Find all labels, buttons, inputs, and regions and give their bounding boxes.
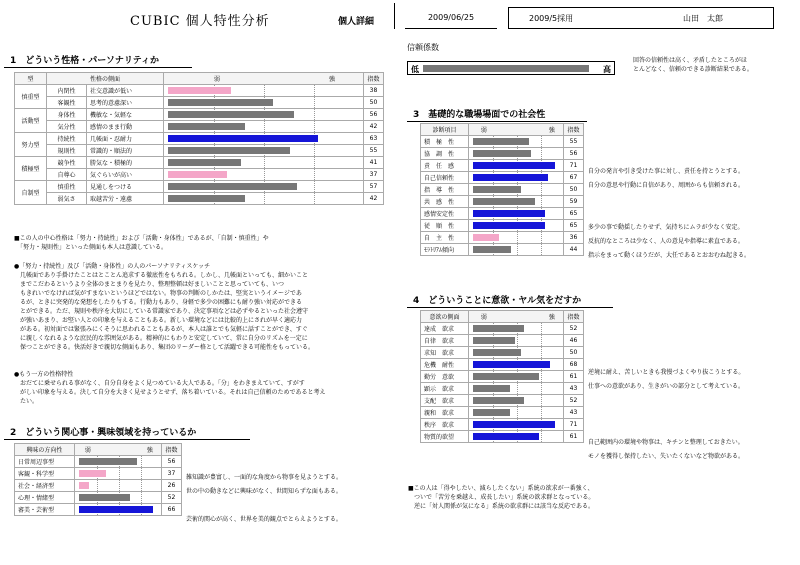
grid-line	[314, 157, 315, 168]
personality-name: 規則性	[47, 145, 87, 157]
motivation-score: 43	[564, 383, 584, 395]
social-row	[421, 220, 584, 232]
col-strong: 強	[548, 314, 555, 321]
personality-desc: 機敏な・気軽な	[87, 109, 164, 121]
motivation-bar-cell	[468, 335, 563, 347]
grid-line	[314, 181, 315, 192]
personality-row	[15, 193, 384, 205]
personality-name: 気分性	[47, 121, 87, 133]
col-score: 指数	[564, 124, 584, 136]
social-score: 50	[564, 184, 584, 196]
personality-name: 慎重性	[47, 181, 87, 193]
interest-bar-cell	[74, 492, 161, 504]
social-header	[421, 124, 584, 136]
social-score: 65	[564, 208, 584, 220]
interest-bar-cell	[74, 480, 161, 492]
personality-bar-cell	[164, 145, 364, 157]
score-bar	[168, 99, 273, 106]
grid-line	[541, 184, 542, 195]
motivation-name: 危機 耐性	[421, 359, 469, 371]
interest-comment: 雑知識が豊富し、一面的な角度から物事を見ようとする。	[186, 474, 343, 481]
motivation-row	[421, 347, 584, 359]
col-facet: 性格の側面	[47, 73, 164, 85]
grid-line	[541, 431, 542, 442]
trust-low: 低	[411, 65, 419, 74]
personality-row	[15, 85, 384, 97]
col-strong: 強	[548, 127, 555, 134]
interest-score: 52	[162, 492, 182, 504]
social-name: 自 主 性	[421, 232, 469, 244]
col-weak: 弱	[214, 76, 221, 83]
personality-score: 50	[364, 97, 384, 109]
motivation-row	[421, 371, 584, 383]
grid-line	[314, 109, 315, 120]
social-score: 71	[564, 160, 584, 172]
motivation-name: 勤労 意欲	[421, 371, 469, 383]
grid-line	[541, 371, 542, 382]
trust-gauge	[407, 61, 615, 75]
social-name: 責 任 感	[421, 160, 469, 172]
interest-bar-cell	[74, 504, 161, 516]
interest-table	[14, 443, 182, 516]
social-bar-cell	[468, 148, 563, 160]
personality-score: 55	[364, 145, 384, 157]
score-bar	[168, 135, 318, 142]
grid-line	[541, 395, 542, 406]
social-bar-cell	[468, 232, 563, 244]
col-score: 指数	[162, 444, 182, 456]
score-bar	[473, 397, 524, 404]
grid-line	[141, 492, 142, 503]
motivation-name: 達成 欲求	[421, 323, 469, 335]
social-score: 55	[564, 136, 584, 148]
personality-row	[15, 181, 384, 193]
motivation-row	[421, 335, 584, 347]
personality-name: 競争性	[47, 157, 87, 169]
score-bar	[168, 87, 231, 94]
report-subtitle: 個人詳細	[338, 17, 375, 27]
grid-line	[264, 169, 265, 180]
grid-line	[517, 407, 518, 418]
motivation-name: 親和 欲求	[421, 407, 469, 419]
personality-score: 37	[364, 169, 384, 181]
sec1-note-other: ●もう一方の性格特性 おだてに乗せられる事がなく、自分自身をよく見つめている大人である。「分」をわきまえていて、すがす がしい印象を与える。決して自分を大きく見せようとせず、落ち着いている。それは自己信頼のためであると考え たい。	[14, 371, 326, 405]
motivation-table	[420, 310, 584, 443]
interest-comment: 世の中の動きなどに興味がなく、世間知らずな面もある。	[186, 488, 342, 495]
personality-row	[15, 157, 384, 169]
motivation-bar-cell	[468, 431, 563, 443]
score-bar	[473, 138, 529, 145]
social-name: 感情安定性	[421, 208, 469, 220]
personality-table	[14, 72, 384, 205]
personality-score: 42	[364, 193, 384, 205]
report-title: CUBIC 個人特性分析	[130, 14, 270, 29]
social-name: 協 調 性	[421, 148, 469, 160]
interest-bar-cell	[74, 456, 161, 468]
col-scale	[74, 444, 161, 456]
sec2-title: 2 どういう関心事・興味領域を持っているか	[4, 424, 250, 440]
sec4-title: 4 どういうことに意欲・ヤル気をだすか	[407, 292, 613, 308]
grid-line	[541, 196, 542, 207]
motivation-score: 52	[564, 323, 584, 335]
score-bar	[473, 162, 555, 169]
motivation-bar-cell	[468, 347, 563, 359]
social-comment: 指示をまって動くほうだが、大任であるとおおむね起きる。	[588, 252, 751, 259]
score-bar	[473, 373, 539, 380]
motivation-row	[421, 407, 584, 419]
interest-score: 66	[162, 504, 182, 516]
motivation-row	[421, 395, 584, 407]
social-row	[421, 172, 584, 184]
score-bar	[168, 195, 245, 202]
motivation-comment: 仕事への意欲があり、生きがいの部分として考えている。	[588, 383, 745, 390]
grid-line	[517, 244, 518, 255]
social-name: 共 感 性	[421, 196, 469, 208]
motivation-name: 顕示 欲求	[421, 383, 469, 395]
grid-line	[541, 383, 542, 394]
col-scale	[468, 124, 563, 136]
report-date: 2009/06/25	[427, 13, 475, 22]
sec1-note-summary: ■この人の中心性格は「努力・持続性」および「活動・身体性」であるが、「自制・慎重性」や 「努力・規則性」といった側面も本人は意識している。	[14, 235, 269, 251]
personality-type: 活動型	[15, 109, 47, 133]
personality-header	[15, 73, 384, 85]
interest-row	[15, 480, 182, 492]
interest-name: 心理・情緒型	[15, 492, 75, 504]
col-scale	[468, 311, 563, 323]
personality-score: 38	[364, 85, 384, 97]
social-score: 67	[564, 172, 584, 184]
motivation-score: 61	[564, 371, 584, 383]
social-comment: 自分の意思や行動に自信があり、周囲からも信頼される。	[588, 182, 745, 189]
interest-comment: 芸術的関心が高く、世界を美的観点でとらえようとする。	[186, 516, 342, 523]
personality-type: 自制型	[15, 181, 47, 205]
score-bar	[473, 385, 510, 392]
personality-row	[15, 133, 384, 145]
interest-row	[15, 504, 182, 516]
motivation-row	[421, 323, 584, 335]
personality-desc: 取越苦労・遠慮	[87, 193, 164, 205]
interest-name: 日常周辺事型	[15, 456, 75, 468]
grid-line	[541, 232, 542, 243]
score-bar	[79, 506, 153, 513]
grid-line	[97, 480, 98, 491]
grid-line	[541, 148, 542, 159]
personality-name: 身体性	[47, 109, 87, 121]
motivation-bar-cell	[468, 359, 563, 371]
grid-line	[541, 136, 542, 147]
col-score: 指数	[564, 311, 584, 323]
social-name: 従 順 性	[421, 220, 469, 232]
score-bar	[473, 421, 555, 428]
personality-desc: 感情のまま行動	[87, 121, 164, 133]
trust-title: 信頼係数	[407, 43, 439, 52]
motivation-comment: モノを獲得し保持したい、失いたくないなど物欲がある。	[588, 453, 744, 460]
sec1-note-sketch: ●「努力・持続性」及び「活動・身体性」の人のパーソナリティスケッチ 几帳面であり手掛けたことはとことん追求する徹底性をもちれる。しかし、几帳面といっても、細かいこと までこだわるというより全体のまとまりを見たり、整理整頓は好ましいことと思っていても、いつ もきれいでなければ気がすまないというほどではない。物事の判断のしかたは、堅実というイメージであ るが、ときに突発的な発想をしたりもする。行動力もあり、身軽で多少の困難にも耐り強い対応ができる とができる。ただ、規則や秩序を大切にしている常識家であり、決定事項などは必ずやるといった社会遵守 が強いあまり、お堅い人との印象を与えることもある。新しい環境などには比較的上にされが早く適応力 がある。初対面では緊張みにくそうに思われることもあるが、本人は誰とでも気軽に話すことができ、すぐ に親しくなれるような庶民的な雰囲気がある。精神的にもわりと安定していて、常に自分のリズムを一定に 保つことができる。快活好きで親切な側面もあり、集団のリーダー格として活躍できる可能性をもっている。	[14, 263, 315, 351]
grid-line	[517, 383, 518, 394]
grid-line	[541, 335, 542, 346]
interest-score: 56	[162, 456, 182, 468]
social-score: 36	[564, 232, 584, 244]
motivation-name: 秩序 欲求	[421, 419, 469, 431]
col-weak: 弱	[480, 314, 487, 321]
social-row	[421, 148, 584, 160]
interest-score: 26	[162, 480, 182, 492]
grid-line	[541, 407, 542, 418]
trust-bar	[423, 65, 589, 72]
motivation-bar-cell	[468, 323, 563, 335]
social-bar-cell	[468, 160, 563, 172]
social-score: 65	[564, 220, 584, 232]
sec3-title: 3 基礎的な職場場面での社会性	[407, 106, 587, 122]
sec1-title: 1 どういう性格・パーソナリティか	[4, 52, 192, 68]
motivation-header	[421, 311, 584, 323]
grid-line	[314, 169, 315, 180]
grid-line	[119, 468, 120, 479]
social-bar-cell	[468, 208, 563, 220]
motivation-score: 52	[564, 395, 584, 407]
motivation-name: 支配 欲求	[421, 395, 469, 407]
motivation-row	[421, 431, 584, 443]
social-score: 44	[564, 244, 584, 256]
motivation-score: 43	[564, 407, 584, 419]
sec4-note: ■この人は「得やしたい、減らしたくない」系統の欲求が一番強く、 ついで「苦労を乗越え、成長したい」系統の欲求群となっている。 逆に「対人関係が気になる」系統の欲求群には該当な反応である。	[408, 485, 595, 510]
col-type: 型	[15, 73, 47, 85]
social-bar-cell	[468, 196, 563, 208]
interest-name: 社会・経済型	[15, 480, 75, 492]
score-bar	[473, 325, 524, 332]
grid-line	[517, 335, 518, 346]
score-bar	[473, 246, 511, 253]
personality-row	[15, 169, 384, 181]
social-row	[421, 244, 584, 256]
personality-score: 41	[364, 157, 384, 169]
grid-line	[517, 232, 518, 243]
score-bar	[473, 349, 521, 356]
social-row	[421, 160, 584, 172]
grid-line	[541, 347, 542, 358]
col-scale	[164, 73, 364, 85]
grid-line	[314, 121, 315, 132]
grid-line	[141, 468, 142, 479]
score-bar	[79, 458, 137, 465]
col-weak: 弱	[480, 127, 487, 134]
personality-score: 63	[364, 133, 384, 145]
score-bar	[168, 171, 227, 178]
interest-row	[15, 468, 182, 480]
personality-name: 自尊心	[47, 169, 87, 181]
hire-info: 2009/5採用	[529, 13, 574, 23]
col-direction: 興味の方向性	[15, 444, 75, 456]
social-comment: 反抗的なところは少なく、人の意見や指導に素直である。	[588, 238, 744, 245]
interest-header	[15, 444, 182, 456]
social-bar-cell	[468, 136, 563, 148]
personality-type: 努力型	[15, 133, 47, 157]
personality-score: 56	[364, 109, 384, 121]
personality-bar-cell	[164, 193, 364, 205]
col-score: 指数	[364, 73, 384, 85]
personality-row	[15, 109, 384, 121]
interest-score: 37	[162, 468, 182, 480]
personality-desc: 几帳面・忍耐力	[87, 133, 164, 145]
interest-row	[15, 492, 182, 504]
motivation-comment: 逆境に耐え、苦しいときも我慢づよくやり抜こうとする。	[588, 369, 745, 376]
social-comment: 自分の発言や引き受けた事に対し、責任を持とうとする。	[588, 168, 745, 175]
grid-line	[314, 145, 315, 156]
social-bar-cell	[468, 172, 563, 184]
personality-name: 弱気さ	[47, 193, 87, 205]
motivation-row	[421, 383, 584, 395]
col-item: 診断項目	[421, 124, 469, 136]
social-bar-cell	[468, 244, 563, 256]
motivation-score: 46	[564, 335, 584, 347]
score-bar	[79, 470, 106, 477]
motivation-comment: 自己範囲内の環境や物事は、キチンと整理しておきたい。	[588, 439, 744, 446]
motivation-score: 71	[564, 419, 584, 431]
motivation-score: 68	[564, 359, 584, 371]
personality-bar-cell	[164, 157, 364, 169]
score-bar	[168, 123, 245, 130]
social-score: 59	[564, 196, 584, 208]
personality-desc: 社交意識が低い	[87, 85, 164, 97]
personality-row	[15, 121, 384, 133]
personality-name: 持続性	[47, 133, 87, 145]
social-row	[421, 136, 584, 148]
personality-bar-cell	[164, 85, 364, 97]
personality-name: 客観性	[47, 97, 87, 109]
personality-score: 42	[364, 121, 384, 133]
score-bar	[473, 409, 510, 416]
personality-bar-cell	[164, 169, 364, 181]
personality-type: 積極型	[15, 157, 47, 181]
score-bar	[168, 111, 294, 118]
grid-line	[314, 193, 315, 204]
motivation-name: 自律 欲求	[421, 335, 469, 347]
motivation-bar-cell	[468, 383, 563, 395]
personality-name: 内閉性	[47, 85, 87, 97]
personality-bar-cell	[164, 133, 364, 145]
grid-line	[264, 157, 265, 168]
interest-bar-cell	[74, 468, 161, 480]
interest-name: 客観・科学型	[15, 468, 75, 480]
social-name: ﾓﾗﾄﾘｱﾑ傾向	[421, 244, 469, 256]
score-bar	[473, 234, 499, 241]
social-row	[421, 184, 584, 196]
grid-line	[141, 480, 142, 491]
score-bar	[168, 183, 297, 190]
social-name: 自己信頼性	[421, 172, 469, 184]
score-bar	[79, 494, 130, 501]
employee-name: 山田 太郎	[683, 13, 723, 23]
col-strong: 強	[146, 447, 153, 454]
personality-row	[15, 145, 384, 157]
trust-high: 高	[603, 65, 611, 74]
personality-bar-cell	[164, 121, 364, 133]
score-bar	[168, 147, 290, 154]
motivation-bar-cell	[468, 419, 563, 431]
motivation-bar-cell	[468, 395, 563, 407]
social-name: 指 導 性	[421, 184, 469, 196]
motivation-row	[421, 419, 584, 431]
report-date-box	[405, 7, 497, 29]
score-bar	[473, 150, 531, 157]
header-divider	[394, 3, 395, 29]
social-bar-cell	[468, 184, 563, 196]
score-bar	[473, 222, 545, 229]
col-strong: 強	[329, 76, 336, 83]
score-bar	[473, 433, 539, 440]
motivation-score: 61	[564, 431, 584, 443]
social-row	[421, 208, 584, 220]
motivation-row	[421, 359, 584, 371]
grid-line	[541, 323, 542, 334]
social-name: 積 極 性	[421, 136, 469, 148]
grid-line	[141, 456, 142, 467]
personality-bar-cell	[164, 181, 364, 193]
social-row	[421, 232, 584, 244]
grid-line	[314, 85, 315, 96]
grid-line	[119, 480, 120, 491]
social-score: 56	[564, 148, 584, 160]
personality-row	[15, 97, 384, 109]
personality-desc: 見通しをつける	[87, 181, 164, 193]
col-facet: 意欲の側面	[421, 311, 469, 323]
score-bar	[473, 361, 550, 368]
interest-row	[15, 456, 182, 468]
personality-bar-cell	[164, 109, 364, 121]
score-bar	[473, 174, 548, 181]
motivation-name: 求知 欲求	[421, 347, 469, 359]
social-bar-cell	[468, 220, 563, 232]
personality-desc: 気ぐらいが高い	[87, 169, 164, 181]
personality-desc: 思考的意慮深い	[87, 97, 164, 109]
score-bar	[473, 186, 521, 193]
grid-line	[314, 97, 315, 108]
grid-line	[541, 244, 542, 255]
personality-desc: 常識的・順法的	[87, 145, 164, 157]
personality-bar-cell	[164, 97, 364, 109]
social-row	[421, 196, 584, 208]
social-table	[420, 123, 584, 256]
score-bar	[79, 482, 89, 489]
personality-type: 慎重型	[15, 85, 47, 109]
employee-box	[508, 7, 774, 29]
personality-score: 57	[364, 181, 384, 193]
motivation-name: 物質的欲望	[421, 431, 469, 443]
score-bar	[168, 159, 241, 166]
motivation-score: 50	[564, 347, 584, 359]
personality-desc: 勝気な・積極的	[87, 157, 164, 169]
grid-line	[264, 193, 265, 204]
grid-line	[264, 121, 265, 132]
score-bar	[473, 337, 515, 344]
trust-comment: 回答の信頼性は高く、矛盾したところがほ とんどなく、信頼のできる診断結果である。	[633, 57, 753, 73]
motivation-bar-cell	[468, 407, 563, 419]
interest-name: 審美・芸術型	[15, 504, 75, 516]
motivation-bar-cell	[468, 371, 563, 383]
col-weak: 弱	[84, 447, 91, 454]
score-bar	[473, 198, 535, 205]
score-bar	[473, 210, 545, 217]
social-comment: 多少の事で動揺したりせず、気持ちにムラが少なく安定。	[588, 224, 744, 231]
grid-line	[264, 85, 265, 96]
